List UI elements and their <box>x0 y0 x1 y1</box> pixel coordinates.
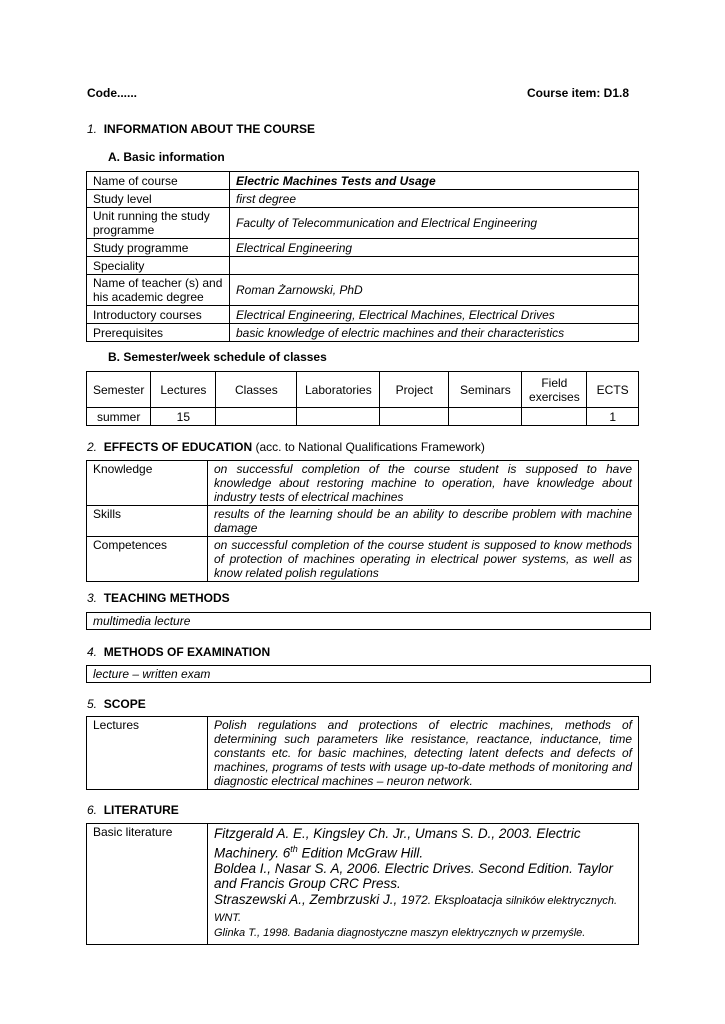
section-number: 1. <box>87 122 98 136</box>
row-value: Electrical Engineering <box>230 239 639 257</box>
schedule-header-row <box>87 372 639 408</box>
section-note: (acc. to National Qualifications Framework) <box>255 440 485 454</box>
table-row <box>87 208 639 239</box>
examination-methods-value: lecture – written exam <box>86 665 651 683</box>
header-cell: Lectures <box>151 372 216 408</box>
row-label: Competences <box>87 537 208 582</box>
table-row <box>87 537 639 582</box>
section-title: SCOPE <box>103 697 146 711</box>
row-label: Study programme <box>87 239 230 257</box>
section-5-heading <box>87 697 146 711</box>
table-row <box>87 506 639 537</box>
row-value: Faculty of Telecommunication and Electrical Engineering <box>230 208 639 239</box>
section-title: LITERATURE <box>103 803 179 817</box>
header-cell: Field exercises <box>522 372 587 408</box>
row-label: Introductory courses <box>87 306 230 324</box>
header-cell: Project <box>380 372 449 408</box>
value-cell: summer <box>87 408 151 426</box>
row-value: first degree <box>230 190 639 208</box>
header-cell: Semester <box>87 372 151 408</box>
row-value: Polish regulations and protections of electric machines, methods of determining such parameters like resistance, reactance, inductance, time constants etc. for basic machines, detecting latent defects and defects of machines, programs of tests with usage up-to-date methods of monitoring and diagnostic electrical machines – neuron network. <box>208 717 639 790</box>
value-cell <box>380 408 449 426</box>
row-label: Lectures <box>87 717 208 790</box>
table-row <box>87 257 639 275</box>
section-title: EFFECTS OF EDUCATION <box>103 440 253 454</box>
row-value: Electrical Engineering, Electrical Machines, Electrical Drives <box>230 306 639 324</box>
table-row <box>87 172 639 190</box>
section-title: TEACHING METHODS <box>103 591 230 605</box>
section-4-heading <box>87 645 270 659</box>
section-number: 3. <box>87 591 98 605</box>
section-number: 2. <box>87 440 98 454</box>
row-value: on successful completion of the course student is supposed to know methods of protection of machines operating in electrical power systems, as well as know related polish regulations <box>208 537 639 582</box>
header-cell: Laboratories <box>297 372 380 408</box>
basic-information-table <box>86 171 639 342</box>
row-label: Prerequisites <box>87 324 230 342</box>
section-title: INFORMATION ABOUT THE COURSE <box>103 122 316 136</box>
value-cell <box>297 408 380 426</box>
row-value: basic knowledge of electric machines and their characteristics <box>230 324 639 342</box>
schedule-value-row <box>87 408 639 426</box>
header-cell: Seminars <box>449 372 522 408</box>
table-row <box>87 190 639 208</box>
scope-table <box>86 716 639 790</box>
table-row <box>87 239 639 257</box>
table-row <box>87 717 639 790</box>
schedule-table <box>86 371 639 426</box>
row-label: Unit running the study programme <box>87 208 230 239</box>
table-row <box>87 824 639 945</box>
literature-item: Fitzgerald A. E., Kingsley Ch. Jr., Umans S. D., 2003. Electric Machinery. 6th Edition McGraw Hill. <box>214 826 581 860</box>
value-cell: 1 <box>587 408 639 426</box>
section-2-heading <box>87 440 485 454</box>
section-1-heading <box>87 122 315 136</box>
teaching-methods-value: multimedia lecture <box>86 612 651 630</box>
header-cell: Classes <box>216 372 297 408</box>
value-cell <box>216 408 297 426</box>
table-row <box>87 306 639 324</box>
row-value <box>230 257 639 275</box>
subsection-a-heading: A. Basic information <box>108 150 225 164</box>
row-label: Speciality <box>87 257 230 275</box>
literature-item: Straszewski A., Zembrzuski J., 1972. Eksploatacja silników elektrycznych. WNT. <box>214 891 618 924</box>
row-value: Electric Machines Tests and Usage <box>230 172 639 190</box>
row-label: Study level <box>87 190 230 208</box>
effects-table <box>86 460 639 582</box>
row-label: Name of course <box>87 172 230 190</box>
course-item: Course item: D1.8 <box>526 86 629 100</box>
literature-list <box>208 824 639 945</box>
literature-item: Glinka T., 1998. Badania diagnostyczne maszyn elektrycznych w przemyśle. <box>214 926 586 939</box>
literature-table <box>86 823 639 945</box>
row-label: Name of teacher (s) and his academic degree <box>87 275 230 306</box>
course-code: Code...... <box>87 86 138 100</box>
row-value: Roman Żarnowski, PhD <box>230 275 639 306</box>
section-title: METHODS OF EXAMINATION <box>103 645 271 659</box>
section-6-heading <box>87 803 179 817</box>
literature-item: Boldea I., Nasar S. A, 2006. Electric Drives. Second Edition. Taylor and Francis Group CRC Press. <box>214 860 613 891</box>
value-cell: 15 <box>151 408 216 426</box>
row-label: Basic literature <box>87 824 208 945</box>
section-3-heading <box>87 591 230 605</box>
value-cell <box>522 408 587 426</box>
row-value: results of the learning should be an ability to describe problem with machine damage <box>208 506 639 537</box>
table-row <box>87 275 639 306</box>
table-row <box>87 461 639 506</box>
header-cell: ECTS <box>587 372 639 408</box>
section-number: 5. <box>87 697 98 711</box>
section-number: 6. <box>87 803 98 817</box>
row-label: Knowledge <box>87 461 208 506</box>
section-number: 4. <box>87 645 98 659</box>
row-value: on successful completion of the course student is supposed to have knowledge about restoring machine to operation, have knowledge about industry tests of electrical machines <box>208 461 639 506</box>
subsection-b-heading: B. Semester/week schedule of classes <box>108 350 327 364</box>
value-cell <box>449 408 522 426</box>
table-row <box>87 324 639 342</box>
row-label: Skills <box>87 506 208 537</box>
